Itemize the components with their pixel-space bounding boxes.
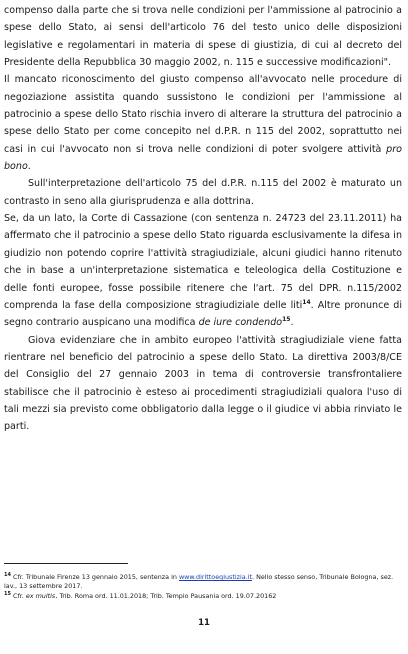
footnote-link[interactable]: www.dirittoegiustizia.it <box>178 573 253 581</box>
paragraph-4-end: . <box>290 317 294 329</box>
paragraph-4 <box>4 210 402 331</box>
paragraph-2-italic: pro bono <box>4 143 402 173</box>
paragraph-4-italic: de iure condendo <box>198 317 283 329</box>
footnote-ref-14[interactable]: 14 <box>302 298 311 306</box>
paragraph-5-text: Giova evidenziare che in ambito europeo l'attività stragiudiziale viene fatta rientrare nel beneficio del patrocinio a spese dello Stato. La direttiva 2003/8/CE del Consiglio del 27 gennaio 2003 in tema di controversie transfrontaliere stabilisce che il patrocinio è esteso ai procedimenti stragiudiziali qualora l'uso di tali mezzi sia previsto come obbligatorio dalla legge o il giudice vi abbia rinviato le parti. <box>4 334 402 433</box>
paragraph-2-text: Il mancato riconoscimento del giusto compenso all'avvocato nelle procedure di negoziazione assistita quando sussistono le condizioni per l'ammissione al patrocinio a spese dello Stato rischia invero di alterare la struttura del patrocinio a spese dello Stato per come concepito nel d.P.R. n 115 del 2002, soprattutto nei casi in cui l'avvocato non si trova nelle condizioni di poter svolgere attività <box>4 74 402 155</box>
footnote-text-end: . Nello stesso senso, Tribunale Bologna, sez. lav., 13 settembre 2017. <box>4 573 394 591</box>
footnote-italic: ex multis <box>25 591 56 600</box>
footnote-text: Cfr. Tribunale Firenze 13 gennaio 2015, sentenza in <box>10 573 179 581</box>
body-text <box>4 2 402 436</box>
paragraph-4-middle: . Altre pronunce di segno contrario auspicano una modifica <box>4 299 402 329</box>
footnote-15 <box>4 592 404 601</box>
paragraph-1-text: compenso dalla parte che si trova nelle condizioni per l'ammissione al patrocinio a spese dello Stato, ai sensi dell'articolo 76 del testo unico delle disposizioni legislative e regolamentari in materia di spese di giustizia, di cui al decreto del Presidente della Repubblica 30 maggio 2002, n. 115 e successive modificazioni". <box>4 5 402 69</box>
page-number: 11 <box>198 618 210 628</box>
footnote-number: 15 <box>4 590 11 597</box>
footnote-separator <box>4 563 128 564</box>
footnote-number: 14 <box>4 572 11 578</box>
footnote-ref-15[interactable]: 15 <box>282 316 291 324</box>
paragraph-3 <box>4 175 402 210</box>
footnote-text: Cfr. <box>10 591 26 600</box>
footnotes <box>4 573 404 601</box>
paragraph-2-end: . <box>27 161 31 173</box>
footnote-14 <box>4 573 404 592</box>
paragraph-2 <box>4 71 402 175</box>
paragraph-3-text: Sull'interpretazione dell'articolo 75 del d.P.R. n.115 del 2002 è maturato un contrasto in seno alla giurisprudenza e alla dottrina. <box>4 178 402 207</box>
paragraph-5 <box>4 332 402 436</box>
paragraph-4-text: Se, da un lato, la Corte di Cassazione (con sentenza n. 24723 del 23.11.2011) ha affermato che il patrocinio a spese dello Stato riguarda esclusivamente la difesa in giudizio non potendo coprire l'attività stragiudiziale, alcuni giudici hanno ritenuto che in base a un'interpretazione sistematica e teleologica della Costituzione e delle fonti europee, fosse possibile ritenere che l'art. 75 del DPR. n.115/2002 comprenda la fase della composizione stragiudiziale delle liti <box>4 213 402 311</box>
paragraph-1 <box>4 2 402 71</box>
footnote-text-end: , Trib. Roma ord. 11.01.2018; Trib. Tempio Pausania ord. 19.07.20162 <box>55 591 277 600</box>
